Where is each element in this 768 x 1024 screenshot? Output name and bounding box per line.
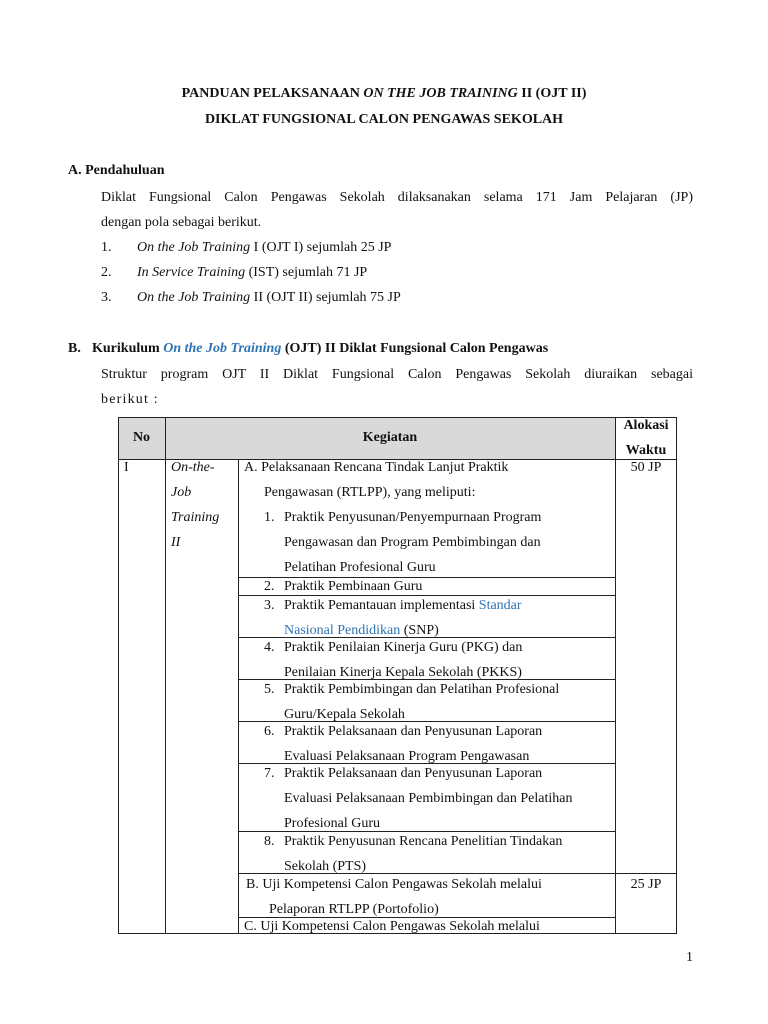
- section-a-item: On the Job Training I (OJT I) sejumlah 25 JP: [137, 240, 392, 255]
- section-b-letter: B.: [68, 341, 81, 356]
- item-text: Penilaian Kinerja Kepala Sekolah (PKKS): [284, 665, 522, 680]
- col-divider-ojt: [238, 459, 239, 934]
- col-divider-time: [615, 417, 616, 934]
- col-divider-no: [165, 417, 166, 934]
- item-text: Praktik Penyusunan/Penyempurnaan Program: [284, 510, 542, 525]
- section-b-para-line1: Struktur program OJT II Diklat Fungsional Calon Pengawas Sekolah diuraikan sebagai: [101, 367, 693, 382]
- item-text: Guru/Kepala Sekolah: [284, 707, 405, 722]
- ojt-link[interactable]: On the Job Training: [163, 341, 282, 356]
- item-text: Praktik Pembinaan Guru: [284, 579, 423, 594]
- row-number: I: [124, 460, 129, 475]
- doc-title-line2: DIKLAT FUNGSIONAL CALON PENGAWAS SEKOLAH: [204, 112, 564, 127]
- section-a-heading: A. Pendahuluan: [68, 163, 165, 178]
- section-a-item: On the Job Training II (OJT II) sejumlah 75 JP: [137, 290, 401, 305]
- item-num: 6.: [264, 724, 275, 739]
- item-num: 3.: [264, 598, 275, 613]
- item-text: Pengawasan dan Program Pembimbingan dan: [284, 535, 541, 550]
- section-a-para-line2: dengan pola sebagai berikut.: [101, 215, 262, 230]
- item-text: Profesional Guru: [284, 816, 381, 831]
- ojt-label: On-the-: [171, 460, 215, 475]
- ojt-label: II: [171, 535, 181, 550]
- header-waktu: Waktu: [625, 443, 667, 458]
- group-a-title: Pengawasan (RTLPP), yang meliputi:: [264, 485, 476, 500]
- group-b-title: B. Uji Kompetensi Calon Pengawas Sekolah melalui: [246, 877, 542, 892]
- item-text: Pelatihan Profesional Guru: [284, 560, 436, 575]
- item-num: 1.: [264, 510, 275, 525]
- item-num: 5.: [264, 682, 275, 697]
- item-text: Praktik Pelaksanaan dan Penyusunan Laporan: [284, 766, 543, 781]
- header-alokasi: Alokasi: [623, 418, 669, 433]
- ojt-label: Training: [171, 510, 220, 525]
- section-a-item: In Service Training (IST) sejumlah 71 JP: [137, 265, 368, 280]
- item-num: 7.: [264, 766, 275, 781]
- group-b-title: Pelaporan RTLPP (Portofolio): [269, 902, 439, 917]
- ojt-label: Job: [171, 485, 192, 500]
- item-text: Praktik Pembimbingan dan Pelatihan Profesional: [284, 682, 560, 697]
- item-text: Praktik Pelaksanaan dan Penyusunan Laporan: [284, 724, 543, 739]
- page-number: 1: [686, 950, 693, 965]
- group-c-title: C. Uji Kompetensi Calon Pengawas Sekolah melalui: [244, 919, 540, 934]
- item-num: 2.: [264, 579, 275, 594]
- section-a-item-num: 2.: [101, 265, 112, 280]
- section-a-item-num: 1.: [101, 240, 112, 255]
- group-a-title: A. Pelaksanaan Rencana Tindak Lanjut Praktik: [244, 460, 509, 475]
- group-a-time: 50 JP: [630, 460, 662, 475]
- item-text: Evaluasi Pelaksanaan Program Pengawasan: [284, 749, 530, 764]
- item-text: Praktik Pemantauan implementasi Standar: [284, 598, 522, 613]
- snp-link[interactable]: Nasional Pendidikan: [284, 623, 401, 638]
- item-num: 8.: [264, 834, 275, 849]
- doc-title-line1: PANDUAN PELAKSANAAN ON THE JOB TRAINING II (OJT II): [181, 86, 587, 101]
- section-a-item-num: 3.: [101, 290, 112, 305]
- header-no: No: [132, 430, 151, 445]
- item-text: Praktik Penilaian Kinerja Guru (PKG) dan: [284, 640, 523, 655]
- item-text: Evaluasi Pelaksanaan Pembimbingan dan Pelatihan: [284, 791, 573, 806]
- section-b-para-line2: berikut :: [101, 392, 159, 407]
- item-num: 4.: [264, 640, 275, 655]
- item-text: Sekolah (PTS): [284, 859, 367, 874]
- item-text: Praktik Penyusunan Rencana Penelitian Tindakan: [284, 834, 563, 849]
- curriculum-table: [118, 417, 677, 934]
- item-text: Nasional Pendidikan (SNP): [284, 623, 439, 638]
- section-a-para-line1: Diklat Fungsional Calon Pengawas Sekolah dilaksanakan selama 171 Jam Pelajaran (JP): [101, 190, 693, 205]
- group-b-time: 25 JP: [630, 877, 662, 892]
- header-kegiatan: Kegiatan: [362, 430, 418, 445]
- section-b-heading: Kurikulum On the Job Training (OJT) II Diklat Fungsional Calon Pengawas: [92, 341, 549, 356]
- snp-link[interactable]: Standar: [478, 598, 522, 613]
